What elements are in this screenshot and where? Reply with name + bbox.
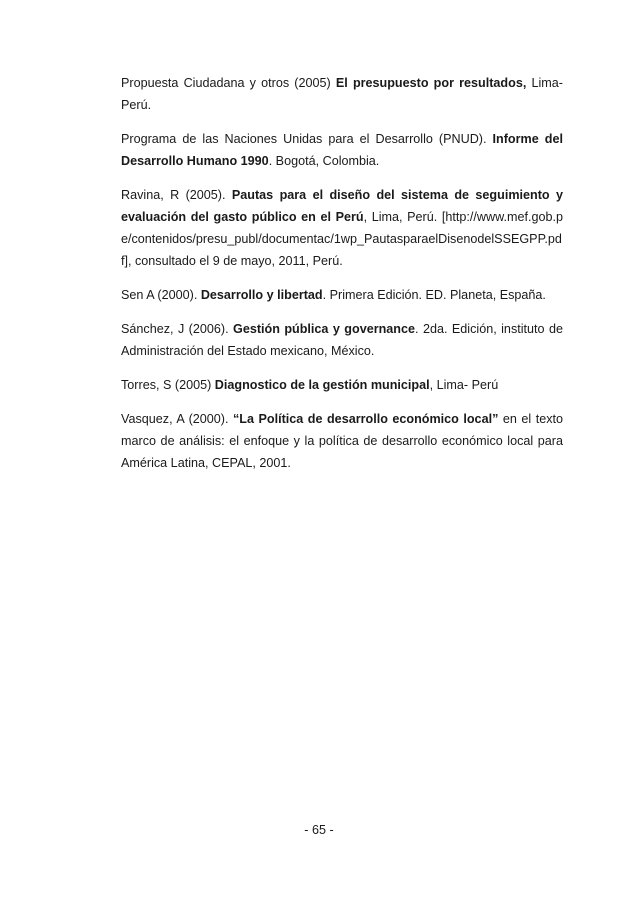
reference-sanchez: [121, 318, 563, 362]
reference-access-date: , consultado el 9 de mayo, 2011, Perú.: [128, 254, 343, 268]
reference-author: Sen A (2000).: [121, 288, 201, 302]
reference-author: Sánchez, J (2006).: [121, 322, 234, 336]
reference-vasquez: [121, 408, 563, 474]
reference-details: , Lima, Perú.: [363, 210, 438, 224]
reference-author: Torres, S (2005): [121, 378, 215, 392]
reference-author: Programa de las Naciones Unidas para el Desarrollo (PNUD).: [121, 132, 493, 146]
reference-title: Pautas para el diseño del sistema de seguimiento y evaluación del gasto público en el Perú: [121, 188, 563, 224]
reference-title: “La Política de desarrollo económico local”: [233, 412, 499, 426]
reference-author: Propuesta Ciudadana y otros (2005): [121, 76, 336, 90]
reference-details: Lima- Perú.: [121, 76, 563, 112]
reference-propuesta-ciudadana: [121, 72, 563, 116]
page-number: - 65 -: [304, 823, 334, 837]
reference-details: , Lima- Perú: [429, 378, 499, 392]
reference-url: [http://www.mef.gob.pe/contenidos/presu_publ/documentac/1wp_PautasparaelDisenodelSSEGPP.pdf]: [121, 210, 563, 268]
reference-title: El presupuesto por resultados,: [335, 76, 527, 90]
reference-details: . 2da. Edición, instituto de Administración del Estado mexicano, México.: [121, 322, 563, 358]
bibliography-list: [121, 72, 563, 486]
reference-author: Vasquez, A (2000).: [121, 412, 233, 426]
reference-details: . Primera Edición. ED. Planeta, España.: [322, 288, 546, 302]
reference-details: . Bogotá, Colombia.: [268, 154, 380, 168]
reference-author: Ravina, R (2005).: [121, 188, 232, 202]
reference-title: Desarrollo y libertad: [200, 288, 323, 302]
reference-title: Gestión pública y governance: [233, 322, 416, 336]
reference-torres: [121, 374, 563, 396]
reference-title: Informe del Desarrollo Humano 1990: [121, 132, 563, 168]
reference-ravina: [121, 184, 563, 272]
reference-sen: [121, 284, 563, 306]
reference-title: Diagnostico de la gestión municipal: [214, 378, 430, 392]
reference-pnud: [121, 128, 563, 172]
reference-details: en el texto marco de análisis: el enfoque y la política de desarrollo económico local para América Latina, CEPAL, 2001.: [121, 412, 563, 470]
